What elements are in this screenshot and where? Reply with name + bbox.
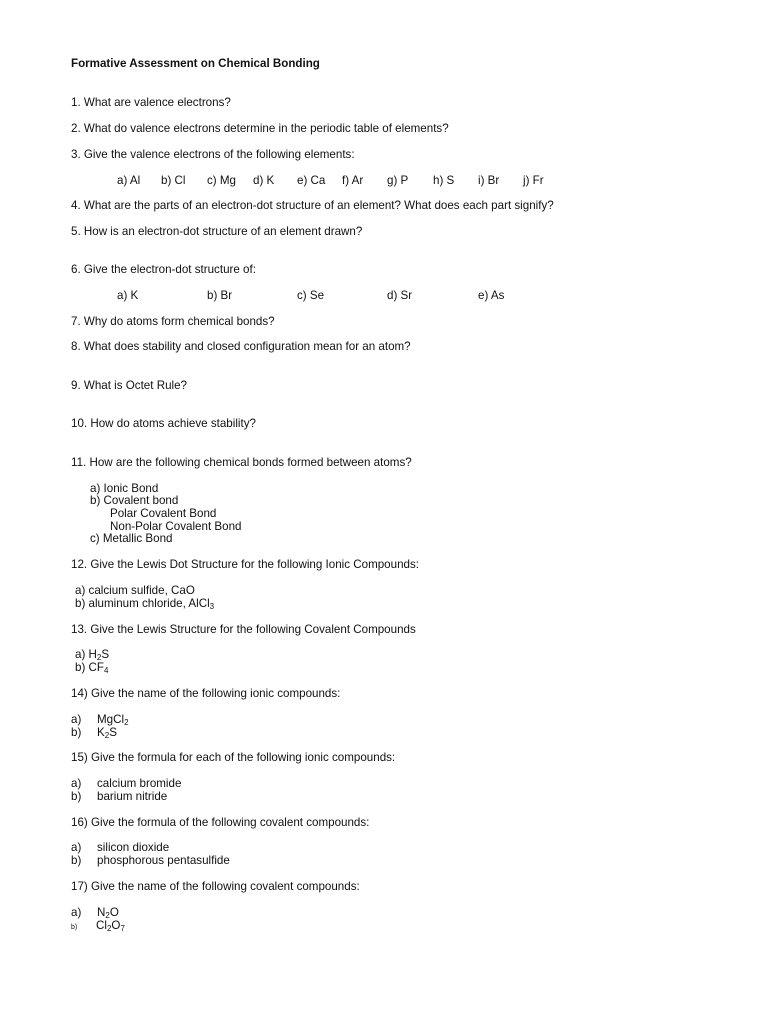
question-10: 10. How do atoms achieve stability?: [71, 417, 256, 430]
q3-option-a: a) Al: [117, 174, 141, 187]
question-8: 8. What does stability and closed configuration mean for an atom?: [71, 340, 411, 353]
q16-item-b: b) phosphorous pentasulfide: [71, 854, 230, 867]
question-12: 12. Give the Lewis Dot Structure for the following Ionic Compounds:: [71, 558, 419, 571]
q13-item-b: b) $CF_4$: [75, 661, 109, 675]
q11-item-b: b) Covalent bond: [90, 494, 179, 507]
question-9: 9. What is Octet Rule?: [71, 379, 187, 392]
question-3: 3. Give the valence electrons of the following elements:: [71, 148, 355, 161]
q3-option-g: g) P: [387, 174, 409, 187]
question-16: 16) Give the formula of the following covalent compounds:: [71, 816, 370, 829]
q14-item-a: a) MgCl$_2$: [71, 713, 129, 727]
q17-item-b: b) $Cl_2O_7$: [71, 919, 125, 933]
q3-option-i: i) Br: [478, 174, 500, 187]
q12-item-a: a) calcium sulfide, CaO: [75, 584, 195, 597]
q6-option-e: e) As: [478, 289, 505, 302]
q14-item-b: b) $K_2S$: [71, 726, 117, 740]
q3-option-c: c) Mg: [207, 174, 236, 187]
q11-item-b-polar: Polar Covalent Bond: [110, 507, 217, 520]
q6-option-b: b) Br: [207, 289, 233, 302]
question-7: 7. Why do atoms form chemical bonds?: [71, 315, 275, 328]
question-4: 4. What are the parts of an electron-dot structure of an element? What does each part signify?: [71, 199, 554, 212]
question-17: 17) Give the name of the following covalent compounds:: [71, 880, 360, 893]
q11-item-a: a) Ionic Bond: [90, 482, 159, 495]
page-title: Formative Assessment on Chemical Bonding: [71, 57, 320, 70]
q6-option-a: a) K: [117, 289, 139, 302]
question-14: 14) Give the name of the following ionic compounds:: [71, 687, 341, 700]
question-15: 15) Give the formula for each of the following ionic compounds:: [71, 751, 396, 764]
q3-option-d: d) K: [253, 174, 275, 187]
question-2: 2. What do valence electrons determine in the periodic table of elements?: [71, 122, 449, 135]
q16-item-a: a) silicon dioxide: [71, 841, 170, 854]
q6-option-d: d) Sr: [387, 289, 413, 302]
question-5: 5. How is an electron-dot structure of an element drawn?: [71, 225, 363, 238]
q11-item-b-nonpolar: Non-Polar Covalent Bond: [110, 520, 242, 533]
q15-item-b: b) barium nitride: [71, 790, 168, 803]
q3-option-j: j) Fr: [523, 174, 544, 187]
q6-option-c: c) Se: [297, 289, 325, 302]
q3-option-e: e) Ca: [297, 174, 326, 187]
question-13: 13. Give the Lewis Structure for the following Covalent Compounds: [71, 623, 416, 636]
q15-item-a: a) calcium bromide: [71, 777, 182, 790]
question-6: 6. Give the electron-dot structure of:: [71, 263, 256, 276]
q11-item-c: c) Metallic Bond: [90, 532, 173, 545]
q17-item-a: a) $N_2O$: [71, 906, 119, 920]
q3-option-f: f) Ar: [342, 174, 364, 187]
q3-option-h: h) S: [433, 174, 455, 187]
question-1: 1. What are valence electrons?: [71, 96, 231, 109]
question-11: 11. How are the following chemical bonds formed between atoms?: [71, 456, 412, 469]
q13-item-a: a) $H_2S$: [75, 648, 110, 662]
q12-item-b: b) aluminum chloride, AlCl$_3$: [75, 597, 215, 611]
q3-option-b: b) Cl: [161, 174, 186, 187]
